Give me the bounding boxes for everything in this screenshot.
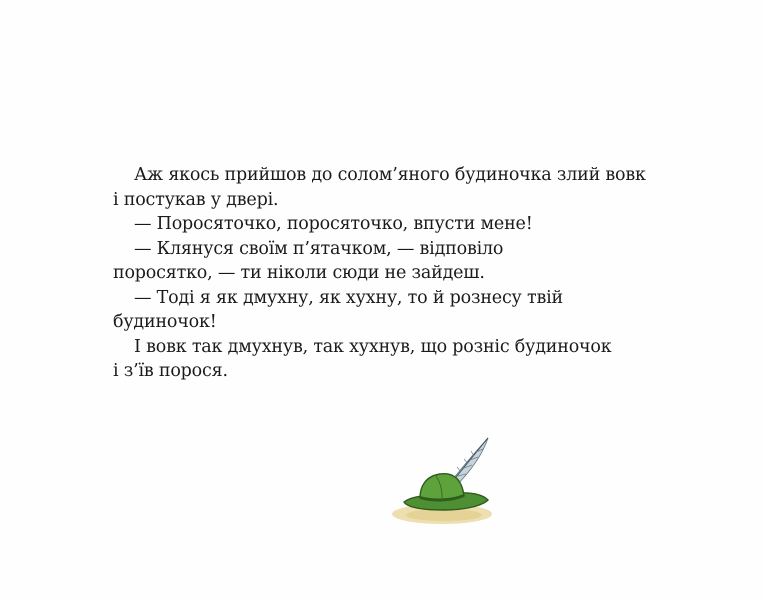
story-line: — Поросяточко, поросяточко, впусти мене! — [134, 214, 533, 234]
story-line: і постукав у двері. — [113, 189, 279, 210]
story-line: — Тоді я як дмухну, як хухну, то й рознесу твій — [134, 287, 564, 308]
story-line: поросятко, — ти ніколи сюди не зайдеш. — [113, 263, 485, 283]
story-line: і з’їв порося. — [113, 361, 228, 381]
story-line: будиночок! — [113, 312, 217, 332]
green-hat-with-feather-icon — [384, 430, 514, 530]
story-line: Аж якось прийшов до солом’яного будиночка злий вовк — [134, 165, 646, 185]
story-line: І вовк так дмухнув, так хухнув, що розніс будиночок — [134, 336, 612, 357]
story-text — [113, 163, 673, 384]
story-line: — Клянуся своїм п’ятачком, — відповіло — [134, 238, 504, 259]
